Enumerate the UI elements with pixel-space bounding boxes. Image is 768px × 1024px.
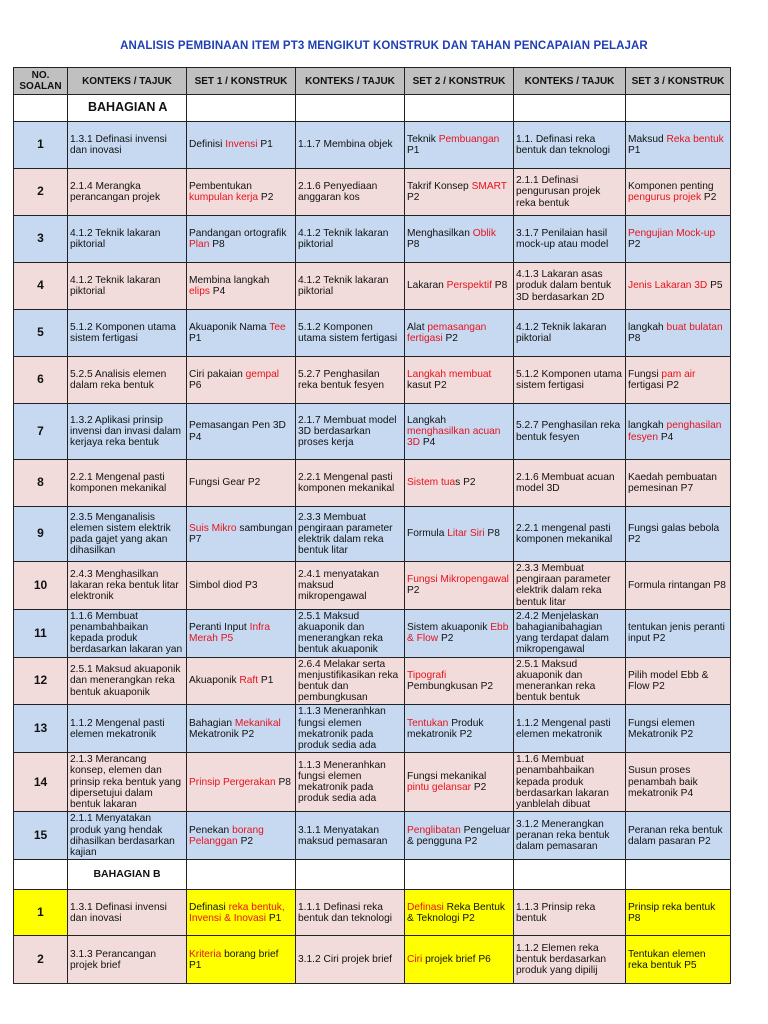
- konstruk-text: kasut P2: [407, 380, 447, 391]
- konteks-cell: 1.1.3 Meneranhkan fungsi elemen mekatronik pada produk sedia ada: [296, 705, 405, 753]
- question-number: 9: [14, 507, 68, 562]
- konstruk-highlight: penghasilan fesyen: [628, 420, 722, 443]
- konstruk-text: P2: [442, 333, 458, 344]
- konstruk-text: Formula rintangan P8: [628, 579, 726, 591]
- konstruk-text: Akuaponik: [189, 675, 240, 687]
- question-number: 7: [14, 404, 68, 460]
- konstruk-highlight: Tipografi: [407, 669, 447, 681]
- konstruk-cell: [626, 657, 731, 705]
- section-empty-cell: [296, 95, 405, 122]
- konstruk-text: Tentukan elemen reka bentuk P5: [628, 948, 706, 971]
- table-row: [14, 936, 731, 984]
- konteks-cell: 1.1.6 Membuat penambahbaikan kepada produk berdasarkan lakaran yan: [68, 609, 187, 657]
- konstruk-cell: [187, 216, 296, 263]
- konstruk-cell: [405, 936, 514, 984]
- question-number: 4: [14, 263, 68, 310]
- header-set-1: SET 1 / KONSTRUK: [187, 68, 296, 95]
- konstruk-text: P4: [658, 431, 674, 443]
- konstruk-cell: [187, 657, 296, 705]
- konteks-cell: 2.3.3 Membuat pengiraan parameter elektrik dalam reka bentuk litar: [296, 507, 405, 562]
- konstruk-text: Fungsi galas bebola P2: [628, 522, 720, 545]
- question-number: 1: [14, 122, 68, 169]
- section-empty-cell: [626, 95, 731, 122]
- table-row: [14, 562, 731, 610]
- analysis-table: [13, 67, 731, 984]
- konstruk-text: tentukan jenis peranti input P2: [628, 622, 725, 645]
- section-empty-cell: [514, 95, 626, 122]
- konstruk-highlight: Langkah membuat: [407, 368, 492, 380]
- table-row: [14, 657, 731, 705]
- konstruk-cell: [626, 169, 731, 216]
- konteks-cell: 5.2.5 Analisis elemen dalam reka bentuk: [68, 357, 187, 404]
- konstruk-highlight: Oblik: [472, 227, 496, 239]
- konstruk-cell: [405, 812, 514, 860]
- konstruk-highlight: pemasangan fertigasi: [407, 321, 487, 344]
- table-row: [14, 122, 731, 169]
- konstruk-text: Maksud: [628, 133, 667, 145]
- konstruk-text: P1: [266, 912, 282, 924]
- header-row: [14, 68, 731, 95]
- section-empty-cell: [14, 860, 68, 890]
- konstruk-text: P1: [257, 139, 273, 151]
- konstruk-text: P8: [491, 280, 508, 292]
- konstruk-text: Simbol diod P3: [189, 579, 258, 591]
- konstruk-cell: [187, 705, 296, 753]
- konstruk-highlight: Plan: [189, 239, 210, 250]
- konstruk-highlight: menghasilkan acuan 3D: [407, 425, 501, 449]
- section-empty-cell: [405, 95, 514, 122]
- konteks-cell: 1.1.6 Membuat penambahbaikan kepada produk berdasarkan lakaran yanblelah dibuat: [514, 753, 626, 812]
- konstruk-cell: [405, 657, 514, 705]
- question-number: 14: [14, 753, 68, 812]
- konstruk-text: P8: [275, 776, 291, 788]
- table-row: [14, 507, 731, 562]
- table-row: [14, 169, 731, 216]
- table-row: [14, 216, 731, 263]
- table-row: [14, 890, 731, 936]
- header-konteks-1: KONTEKS / TAJUK: [68, 68, 187, 95]
- konstruk-cell: [187, 562, 296, 610]
- konstruk-cell: [405, 169, 514, 216]
- konstruk-text: Pandangan ortografik: [189, 227, 287, 239]
- konstruk-text: P2: [471, 782, 487, 794]
- konstruk-cell: [405, 507, 514, 562]
- konstruk-cell: [187, 122, 296, 169]
- konteks-cell: 4.1.3 Lakaran asas produk dalam bentuk 3D berdasarkan 2D: [514, 263, 626, 310]
- question-number: 6: [14, 357, 68, 404]
- konteks-cell: 2.2.1 Mengenal pasti komponen mekanikal: [68, 460, 187, 507]
- konteks-cell: 1.1.2 Mengenal pasti elemen mekatronik: [514, 705, 626, 753]
- konstruk-text: P4: [209, 286, 226, 297]
- konstruk-text: P1: [189, 333, 202, 344]
- konteks-cell: 1.1.3 Meneranhkan fungsi elemen mekatronik pada produk sedia ada: [296, 753, 405, 812]
- konstruk-text: Definasi: [189, 901, 229, 913]
- konstruk-cell: [626, 812, 731, 860]
- konstruk-text: Pilih model Ebb & Flow P2: [628, 669, 709, 693]
- header-set-2: SET 2 / KONSTRUK: [405, 68, 514, 95]
- section-empty-cell: [187, 860, 296, 890]
- konstruk-text: P2: [258, 192, 274, 203]
- konstruk-text: Produk mekatronik P2: [407, 717, 484, 740]
- table-body: [14, 95, 731, 984]
- header-konteks-2: KONTEKS / TAJUK: [296, 68, 405, 95]
- konstruk-text: Fungsi elemen Mekatronik P2: [628, 717, 695, 740]
- konstruk-text: Mekatronik P2: [189, 728, 255, 740]
- konteks-cell: 1.1.2 Elemen reka bentuk berdasarkan produk yang dipilij: [514, 936, 626, 984]
- section-empty-cell: [514, 860, 626, 890]
- konstruk-cell: [626, 357, 731, 404]
- konstruk-cell: [187, 310, 296, 357]
- konstruk-highlight: Ciri: [407, 954, 423, 966]
- konstruk-cell: [405, 310, 514, 357]
- konteks-cell: 2.2.1 Mengenal pasti komponen mekanikal: [296, 460, 405, 507]
- konteks-cell: 2.4.1 menyatakan maksud mikropengawal: [296, 562, 405, 610]
- table-row: [14, 263, 731, 310]
- konstruk-text: Formula: [407, 528, 448, 540]
- konstruk-text: Fungsi mekanikal: [407, 771, 487, 783]
- konstruk-cell: [405, 890, 514, 936]
- konstruk-highlight: Sistem tua: [407, 477, 456, 489]
- konteks-cell: 3.1.1 Menyatakan maksud pemasaran: [296, 812, 405, 860]
- question-number: 5: [14, 310, 68, 357]
- table-row: [14, 812, 731, 860]
- konstruk-cell: [405, 753, 514, 812]
- konstruk-text: fertigasi P2: [628, 380, 679, 391]
- konteks-cell: 2.4.3 Menghasilkan lakaran reka bentuk litar elektronik: [68, 562, 187, 610]
- question-number: 10: [14, 562, 68, 610]
- konstruk-text: P8: [628, 333, 641, 344]
- konteks-cell: 2.5.1 Maksud akuaponik dan menerangkan reka bentuk akuaponik: [296, 609, 405, 657]
- konteks-cell: 1.3.1 Definasi invensi dan inovasi: [68, 122, 187, 169]
- konstruk-text: P1: [258, 675, 274, 687]
- konstruk-text: Fungsi Gear P2: [189, 477, 261, 489]
- konstruk-highlight: Pembuangan: [438, 133, 500, 145]
- konstruk-highlight: Reka bentuk: [666, 133, 724, 145]
- konstruk-highlight: Mekanikal: [234, 717, 281, 729]
- konteks-cell: 2.1.1 Definasi pengurusan projek reka bentuk: [514, 169, 626, 216]
- konstruk-cell: [626, 460, 731, 507]
- konstruk-cell: [187, 890, 296, 936]
- konstruk-highlight: Jenis Lakaran 3D: [628, 280, 708, 292]
- konstruk-highlight: Tee: [269, 321, 286, 333]
- konstruk-text: Definisi: [189, 139, 226, 151]
- konstruk-highlight: Perspektif: [446, 280, 492, 292]
- konteks-cell: 2.4.2 Menjelaskan bahagianibahagian yang terdapat dalam mikropengawal: [514, 609, 626, 657]
- konstruk-highlight: borang Pelanggan: [189, 824, 264, 847]
- konstruk-cell: [187, 936, 296, 984]
- konstruk-highlight: pintu gelansar: [407, 782, 472, 794]
- konstruk-cell: [626, 310, 731, 357]
- konstruk-text: sambungan P7: [189, 522, 293, 545]
- konteks-cell: 2.1.4 Merangka perancangan projek: [68, 169, 187, 216]
- konteks-cell: 4.1.2 Teknik lakaran piktorial: [296, 263, 405, 310]
- konstruk-text: P8: [484, 528, 500, 540]
- question-number: 13: [14, 705, 68, 753]
- konstruk-text: Pembentukan: [189, 180, 252, 192]
- konstruk-text: Komponen penting: [628, 180, 714, 192]
- konstruk-text: langkah: [628, 321, 667, 333]
- konstruk-text: P2: [407, 585, 420, 597]
- konstruk-highlight: pam air: [661, 368, 696, 380]
- konteks-cell: 1.1.7 Membina objek: [296, 122, 405, 169]
- konteks-cell: 5.1.2 Komponen utama sistem fertigasi: [514, 357, 626, 404]
- konstruk-cell: [405, 460, 514, 507]
- konteks-cell: 5.2.7 Penghasilan reka bentuk fesyen: [296, 357, 405, 404]
- konstruk-cell: [626, 216, 731, 263]
- konstruk-cell: [626, 609, 731, 657]
- konstruk-text: Penekan: [189, 824, 233, 836]
- konteks-cell: 4.1.2 Teknik lakaran piktorial: [68, 263, 187, 310]
- konstruk-text: Lakaran: [407, 280, 447, 292]
- konteks-cell: 2.3.5 Menganalisis elemen sistem elektrik pada gajet yang akan dihasilkan: [68, 507, 187, 562]
- question-number: 12: [14, 657, 68, 705]
- konstruk-cell: [187, 460, 296, 507]
- question-number: 2: [14, 169, 68, 216]
- konstruk-highlight: Pengujian Mock-up: [628, 227, 716, 239]
- konstruk-highlight: Infra Merah P5: [189, 622, 270, 645]
- konstruk-text: P2: [628, 239, 641, 250]
- konstruk-text: Sistem akuaponik: [407, 622, 491, 634]
- konstruk-cell: [187, 404, 296, 460]
- konstruk-highlight: Litar Siri: [447, 528, 485, 540]
- konteks-cell: 2.5.1 Maksud akuaponik dan menerankan reka bentuk bentuk: [514, 657, 626, 705]
- konteks-cell: 2.1.6 Penyediaan anggaran kos: [296, 169, 405, 216]
- table-row: [14, 310, 731, 357]
- konstruk-text: Reka Bentuk & Teknologi P2: [407, 901, 505, 924]
- konstruk-highlight: pengurus projek: [628, 192, 702, 203]
- konteks-cell: 1.1.2 Mengenal pasti elemen mekatronik: [68, 705, 187, 753]
- question-number: 1: [14, 890, 68, 936]
- konstruk-highlight: Fungsi Mikropengawal: [407, 574, 509, 586]
- konstruk-cell: [626, 936, 731, 984]
- konteks-cell: 2.3.3 Membuat pengiraan parameter elektrik dalam reka bentuk litar: [514, 562, 626, 610]
- konstruk-text: Pemasangan Pen 3D P4: [189, 420, 286, 443]
- konteks-cell: 5.1.2 Komponen utama sistem fertigasi: [68, 310, 187, 357]
- question-number: 11: [14, 609, 68, 657]
- konstruk-text: P1: [628, 145, 641, 156]
- section-empty-cell: [626, 860, 731, 890]
- konteks-cell: 1.3.1 Definasi invensi dan inovasi: [68, 890, 187, 936]
- konstruk-text: Teknik: [407, 133, 439, 145]
- konstruk-text: projek brief P6: [422, 954, 491, 966]
- konstruk-text: Pengeluar & pengguna P2: [407, 824, 511, 847]
- konstruk-cell: [187, 357, 296, 404]
- konstruk-text: Membina langkah: [189, 274, 270, 286]
- question-number: 15: [14, 812, 68, 860]
- konstruk-highlight: Penglibatan: [407, 824, 461, 836]
- konstruk-text: Prinsip reka bentuk P8: [628, 901, 716, 924]
- section-label-bahagian-a: BAHAGIAN A: [68, 95, 187, 122]
- konteks-cell: 4.1.2 Teknik lakaran piktorial: [296, 216, 405, 263]
- konstruk-cell: [187, 507, 296, 562]
- konstruk-highlight: reka bentuk, Invensi & Inovasi: [189, 901, 285, 924]
- konstruk-text: Fungsi: [628, 368, 662, 380]
- section-empty-cell: [405, 860, 514, 890]
- konstruk-text: Peranti Input: [189, 622, 250, 634]
- konteks-cell: 2.6.4 Melakar serta menjustifikasikan reka bentuk dan pembungkusan: [296, 657, 405, 705]
- table-row: [14, 460, 731, 507]
- konteks-cell: 2.1.1 Menyatakan produk yang hendak dihasilkan berdasarkan kajian: [68, 812, 187, 860]
- konstruk-highlight: Prinsip Pergerakan: [189, 776, 276, 788]
- konstruk-text: P8: [209, 239, 225, 250]
- table-row: [14, 609, 731, 657]
- konstruk-cell: [187, 169, 296, 216]
- konstruk-highlight: Definasi: [407, 901, 444, 913]
- konstruk-highlight: Ebb & Flow: [407, 622, 509, 645]
- konstruk-highlight: SMART: [471, 180, 507, 192]
- konstruk-text: s P2: [455, 477, 476, 489]
- konstruk-text: Langkah: [407, 414, 447, 426]
- table-row: [14, 357, 731, 404]
- konteks-cell: 1.1.1 Definasi reka bentuk dan teknologi: [296, 890, 405, 936]
- konteks-cell: 3.1.7 Penilaian hasil mock-up atau model: [514, 216, 626, 263]
- konstruk-text: Susun proses penambah baik mekatronik P4: [628, 765, 698, 799]
- konstruk-cell: [626, 507, 731, 562]
- table-row: [14, 753, 731, 812]
- konstruk-text: Pembungkusan P2: [407, 681, 494, 693]
- header-no-soalan: NO. SOALAN: [14, 68, 68, 95]
- konteks-cell: 5.1.2 Komponen utama sistem fertigasi: [296, 310, 405, 357]
- konstruk-cell: [626, 122, 731, 169]
- section-row-bahagian-a: [14, 95, 731, 122]
- konteks-cell: 5.2.7 Penghasilan reka bentuk fesyen: [514, 404, 626, 460]
- konstruk-cell: [626, 562, 731, 610]
- konstruk-cell: [187, 263, 296, 310]
- konteks-cell: 3.1.3 Perancangan projek brief: [68, 936, 187, 984]
- konstruk-cell: [626, 263, 731, 310]
- konstruk-cell: [405, 705, 514, 753]
- konstruk-text: P2: [438, 633, 454, 645]
- konstruk-text: Bahagian: [189, 717, 235, 729]
- konstruk-text: borang brief P1: [189, 948, 279, 971]
- konteks-cell: 2.5.1 Maksud akuaponik dan menerangkan reka bentuk akuaponik: [68, 657, 187, 705]
- konstruk-text: Akuaponik Nama: [189, 321, 270, 333]
- section-label-bahagian-b: BAHAGIAN B: [68, 860, 187, 890]
- konstruk-text: langkah: [628, 420, 667, 432]
- konstruk-highlight: Tentukan: [407, 717, 449, 729]
- konstruk-text: Kaedah pembuatan pemesinan P7: [628, 471, 717, 494]
- konstruk-cell: [187, 753, 296, 812]
- konstruk-text: P4: [420, 437, 436, 449]
- konstruk-highlight: gempal: [245, 368, 280, 380]
- konstruk-text: Alat: [407, 321, 428, 333]
- konstruk-highlight: Suis Mikro: [189, 522, 237, 534]
- konstruk-cell: [405, 263, 514, 310]
- konteks-cell: 4.1.2 Teknik lakaran piktorial: [68, 216, 187, 263]
- table-row: [14, 404, 731, 460]
- konstruk-highlight: Kriteria: [189, 948, 222, 960]
- konstruk-cell: [187, 812, 296, 860]
- konstruk-highlight: Raft: [239, 675, 259, 687]
- konstruk-text: P5: [707, 280, 723, 292]
- konstruk-cell: [405, 609, 514, 657]
- konstruk-cell: [626, 404, 731, 460]
- section-empty-cell: [296, 860, 405, 890]
- konteks-cell: 2.2.1 mengenal pasti komponen mekanikal: [514, 507, 626, 562]
- konstruk-cell: [405, 404, 514, 460]
- section-empty-cell: [14, 95, 68, 122]
- konstruk-cell: [626, 890, 731, 936]
- konstruk-highlight: kumpulan kerja: [189, 192, 259, 203]
- header-konteks-3: KONTEKS / TAJUK: [514, 68, 626, 95]
- konstruk-text: Takrif Konsep: [407, 180, 472, 192]
- question-number: 2: [14, 936, 68, 984]
- header-set-3: SET 3 / KONSTRUK: [626, 68, 731, 95]
- question-number: 3: [14, 216, 68, 263]
- konteks-cell: 1.1. Definasi reka bentuk dan teknologi: [514, 122, 626, 169]
- konstruk-cell: [405, 357, 514, 404]
- konstruk-cell: [405, 562, 514, 610]
- konteks-cell: 1.3.2 Aplikasi prinsip invensi dan invasi dalam kerjaya reka bentuk: [68, 404, 187, 460]
- konstruk-cell: [626, 705, 731, 753]
- konteks-cell: 2.1.7 Membuat model 3D berdasarkan proses kerja: [296, 404, 405, 460]
- konstruk-highlight: Invensi: [225, 139, 258, 151]
- konteks-cell: 4.1.2 Teknik lakaran piktorial: [514, 310, 626, 357]
- konstruk-text: Peranan reka bentuk dalam pasaran P2: [628, 824, 723, 847]
- section-empty-cell: [187, 95, 296, 122]
- section-row-bahagian-b: [14, 860, 731, 890]
- konstruk-text: P8: [407, 239, 420, 250]
- konstruk-text: P1: [407, 145, 420, 156]
- konstruk-highlight: elips: [189, 286, 210, 297]
- konteks-cell: 2.1.3 Merancang konsep, elemen dan prinsip reka bentuk yang dipersetujui dalam bentuk lakaran: [68, 753, 187, 812]
- konstruk-cell: [626, 753, 731, 812]
- konteks-cell: 3.1.2 Menerangkan peranan reka bentuk dalam pemasaran: [514, 812, 626, 860]
- konstruk-text: Menghasilkan: [407, 227, 473, 239]
- konteks-cell: 2.1.6 Membuat acuan model 3D: [514, 460, 626, 507]
- konstruk-text: P6: [189, 380, 202, 391]
- konstruk-highlight: buat bulatan: [666, 321, 723, 333]
- document-title: ANALISIS PEMBINAAN ITEM PT3 MENGIKUT KONSTRUK DAN TAHAN PENCAPAIAN PELAJAR: [120, 40, 648, 52]
- konteks-cell: 3.1.2 Ciri projek brief: [296, 936, 405, 984]
- konstruk-text: P2: [407, 192, 420, 203]
- konstruk-text: Ciri pakaian: [189, 368, 246, 380]
- konstruk-text: P2: [701, 192, 717, 203]
- konstruk-text: P2: [237, 835, 254, 847]
- konstruk-cell: [405, 216, 514, 263]
- table-row: [14, 705, 731, 753]
- konstruk-cell: [405, 122, 514, 169]
- konstruk-cell: [187, 609, 296, 657]
- konteks-cell: 1.1.3 Prinsip reka bentuk: [514, 890, 626, 936]
- question-number: 8: [14, 460, 68, 507]
